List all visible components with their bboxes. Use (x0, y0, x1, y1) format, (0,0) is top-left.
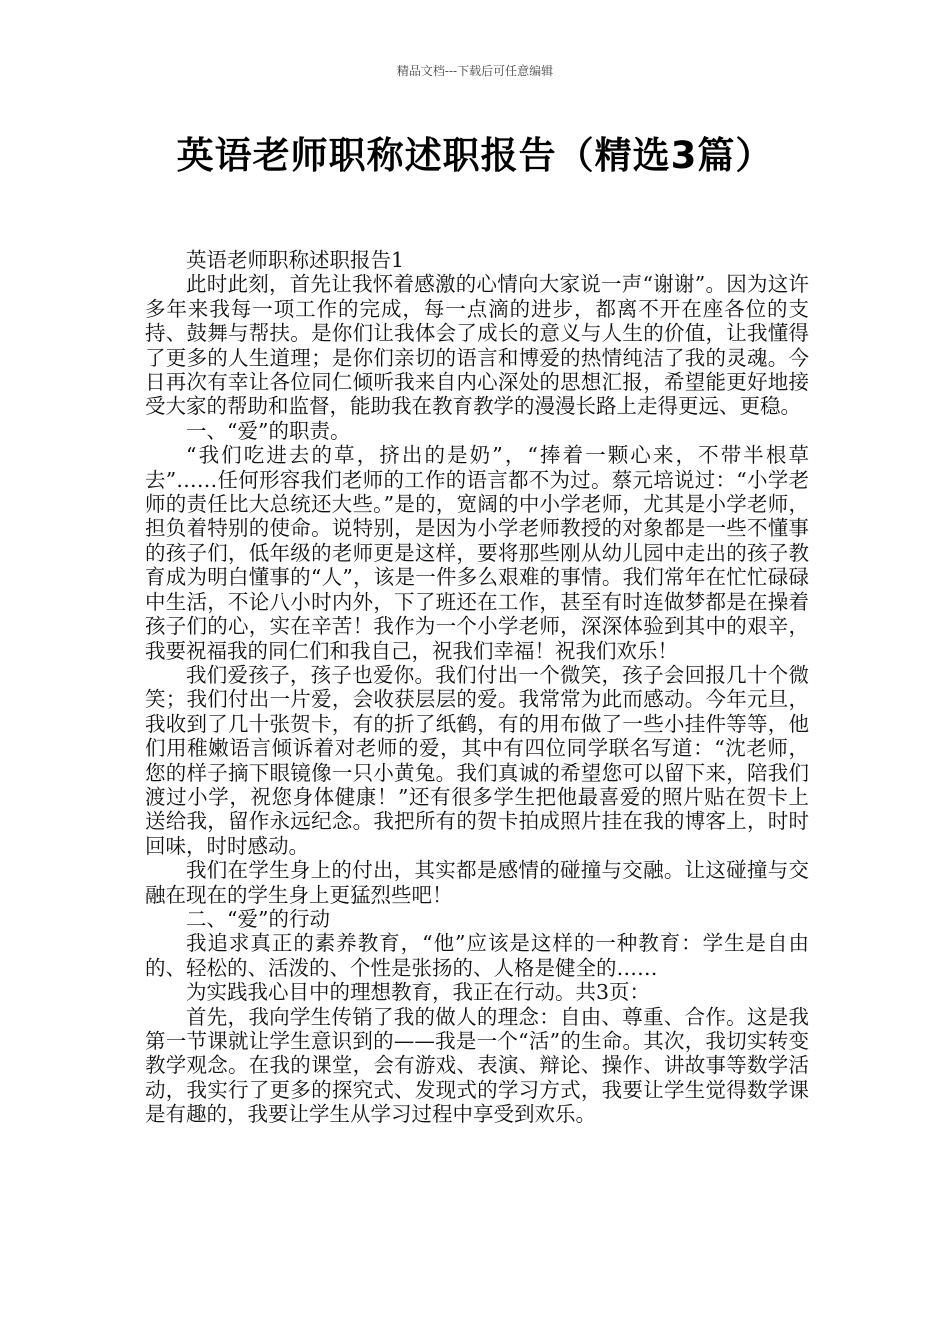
section-heading: 英语老师职称述职报告1 (186, 248, 405, 272)
paragraph: “我们吃进去的草，挤出的是奶”，“捧着一颗心来，不带半根草去”……任何形容我们老师的工作的语言都不为过。蔡元培说过：“小学老师的责任比大总统还大些。”是的，宽阔的中小学老师，尤其是小学老师，担负着特别的使命。说特别，是因为小学老师教授的对象都是一些不懂事的孩子们，低年级的老师更是这样，要将那些刚从幼儿园中走出的孩子教育成为明白懂事的“人”，该是一件多么艰难的事情。我们常年在忙忙碌碌中生活，不论八小时内外，下了班还在工作，甚至有时连做梦都是在操着孩子们的心，实在辛苦！我作为一个小学老师，深深体验到其中的艰辛，我要祝福我的同仁们和我自己，祝我们幸福！祝我们欢乐！ (145, 443, 809, 663)
document-title: 英语老师职称述职报告（精选3篇） (176, 134, 774, 177)
document-body (145, 248, 809, 1127)
section-heading: 二、“爱”的行动 (186, 906, 330, 931)
paragraph: 为实践我心目中的理想教育，我正在行动。共3页： (186, 980, 651, 1005)
paragraph: 首先，我向学生传销了我的做人的理念：自由、尊重、合作。这是我第一节课就让学生意识到的——我是一个“活”的生命。其次，我切实转变教学观念。在我的课堂，会有游戏、表演、辩论、操作、讲故事等数学活动，我实行了更多的探究式、发现式的学习方式，我要让学生觉得数学课是有趣的，我要让学生从学习过程中享受到欢乐。 (145, 1004, 809, 1127)
paragraph: 我追求真正的素养教育，“他”应该是这样的一种教育：学生是自由的、轻松的、活泼的、个性是张扬的、人格是健全的…… (145, 931, 809, 980)
paragraph: 我们爱孩子，孩子也爱你。我们付出一个微笑，孩子会回报几十个微笑；我们付出一片爱，会收获层层的爱。我常常为此而感动。今年元旦，我收到了几十张贺卡，有的折了纸鹤，有的用布做了一些小挂件等等，他们用稚嫩语言倾诉着对老师的爱，其中有四位同学联名写道：“沈老师，您的样子摘下眼镜像一只小黄兔。我们真诚的希望您可以留下来，陪我们渡过小学，祝您身体健康！”还有很多学生把他最喜爱的照片贴在贺卡上送给我，留作永远纪念。我把所有的贺卡拍成照片挂在我的博客上，时时回味，时时感动。 (145, 662, 809, 858)
page-header: 精品文档---下载后可任意编辑 (396, 64, 554, 78)
section-heading: 一、“爱”的职责。 (186, 418, 351, 443)
paragraph: 我们在学生身上的付出，其实都是感情的碰撞与交融。让这碰撞与交融在现在的学生身上更猛烈些吧！ (145, 858, 809, 907)
paragraph: 此时此刻，首先让我怀着感激的心情向大家说一声“谢谢”。因为这许多年来我每一项工作的完成，每一点滴的进步，都离不开在座各位的支持、鼓舞与帮扶。是你们让我体会了成长的意义与人生的价值，让我懂得了更多的人生道理；是你们亲切的语言和博爱的热情纯洁了我的灵魂。今日再次有幸让各位同仁倾听我来自内心深处的思想汇报，希望能更好地接受大家的帮助和监督，能助我在教育教学的漫漫长路上走得更远、更稳。 (145, 272, 809, 419)
